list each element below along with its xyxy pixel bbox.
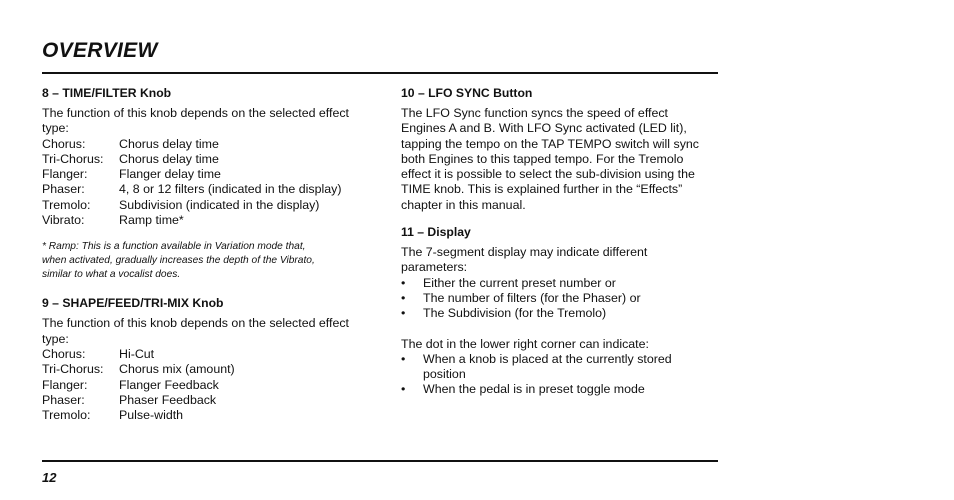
param-value: Flanger delay time bbox=[119, 167, 221, 182]
list-item-text: When the pedal is in preset toggle mode bbox=[423, 382, 645, 397]
list-item bbox=[401, 352, 721, 383]
left-column bbox=[42, 86, 372, 423]
param-name: Tri-Chorus: bbox=[42, 151, 104, 166]
param-name: Flanger: bbox=[42, 377, 88, 392]
param-value: Chorus delay time bbox=[119, 151, 219, 166]
param-value: Hi-Cut bbox=[119, 346, 155, 361]
list-item bbox=[401, 276, 721, 291]
param-name: Vibrato: bbox=[42, 213, 85, 228]
list-item bbox=[401, 382, 721, 397]
param-value: Pulse-width bbox=[119, 408, 184, 423]
footnote-line: when activated, gradually increases the depth of the Vibrato, bbox=[42, 255, 315, 267]
param-value: Flanger Feedback bbox=[119, 377, 219, 392]
bullet-mark: • bbox=[401, 306, 406, 321]
list-item-text: Either the current preset number or bbox=[423, 275, 616, 290]
section-body: The LFO Sync function syncs the speed of effect Engines A and B. With LFO Sync activated (LED lit), tapping the tempo on the TAP TEMPO switch will sync both Engines to this tapped tempo. For the Tremolo effect it is possible to select the sub-division using the TIME knob. This is explained further in the “Effects” chapter in this manual. bbox=[401, 106, 699, 212]
param-value: Chorus mix (amount) bbox=[119, 362, 235, 377]
right-column bbox=[401, 86, 721, 398]
section-heading: 9 – SHAPE/FEED/TRI-MIX Knob bbox=[42, 296, 224, 311]
param-name: Chorus: bbox=[42, 136, 86, 151]
section-shape-feed-knob bbox=[42, 296, 372, 423]
section-intro: The function of this knob depends on the selected effect type: bbox=[42, 316, 349, 346]
parameter-table bbox=[42, 137, 372, 229]
section-heading: 10 – LFO SYNC Button bbox=[401, 86, 533, 100]
param-name: Tremolo: bbox=[42, 408, 91, 423]
list-item-text: The number of filters (for the Phaser) or bbox=[423, 290, 641, 305]
param-name: Chorus: bbox=[42, 346, 86, 361]
section-time-filter-knob bbox=[42, 86, 372, 282]
param-name: Flanger: bbox=[42, 167, 88, 182]
section-intro: The function of this knob depends on the selected effect type: bbox=[42, 106, 349, 136]
param-value: 4, 8 or 12 filters (indicated in the display) bbox=[119, 182, 342, 197]
param-name: Phaser: bbox=[42, 182, 85, 197]
page-number: 12 bbox=[42, 470, 57, 485]
footnote-line: similar to what a vocalist does. bbox=[42, 269, 181, 281]
param-value: Ramp time* bbox=[119, 213, 184, 228]
bullet-mark: • bbox=[401, 290, 406, 305]
bullet-mark: • bbox=[401, 351, 406, 366]
section-display bbox=[401, 225, 721, 398]
section-heading: 8 – TIME/FILTER Knob bbox=[42, 86, 172, 100]
section-heading: 11 – Display bbox=[401, 225, 471, 240]
dot-intro: The dot in the lower right corner can indicate: bbox=[401, 336, 649, 351]
param-name: Tremolo: bbox=[42, 197, 91, 212]
list-item bbox=[401, 291, 721, 306]
parameter-table bbox=[42, 347, 372, 423]
list-item-text: The Subdivision (for the Tremolo) bbox=[423, 306, 607, 321]
bottom-rule bbox=[42, 460, 718, 462]
param-name: Phaser: bbox=[42, 392, 85, 407]
footnote-line: * Ramp: This is a function available in Variation mode that, bbox=[42, 241, 306, 253]
param-value: Subdivision (indicated in the display) bbox=[119, 197, 320, 212]
bullet-mark: • bbox=[401, 382, 406, 397]
top-rule bbox=[42, 72, 718, 74]
section-lfo-sync-button bbox=[401, 86, 721, 213]
section-intro: The 7-segment display may indicate different parameters: bbox=[401, 245, 648, 275]
param-name: Tri-Chorus: bbox=[42, 362, 104, 377]
page-title: OVERVIEW bbox=[42, 39, 158, 62]
bullet-mark: • bbox=[401, 275, 406, 290]
list-item-text: When a knob is placed at the currently stored position bbox=[423, 351, 672, 382]
dot-bullet-list bbox=[401, 352, 721, 398]
param-value: Chorus delay time bbox=[119, 136, 219, 151]
ramp-footnote bbox=[42, 240, 372, 282]
display-bullet-list bbox=[401, 276, 721, 322]
list-item bbox=[401, 306, 721, 321]
param-value: Phaser Feedback bbox=[119, 392, 217, 407]
